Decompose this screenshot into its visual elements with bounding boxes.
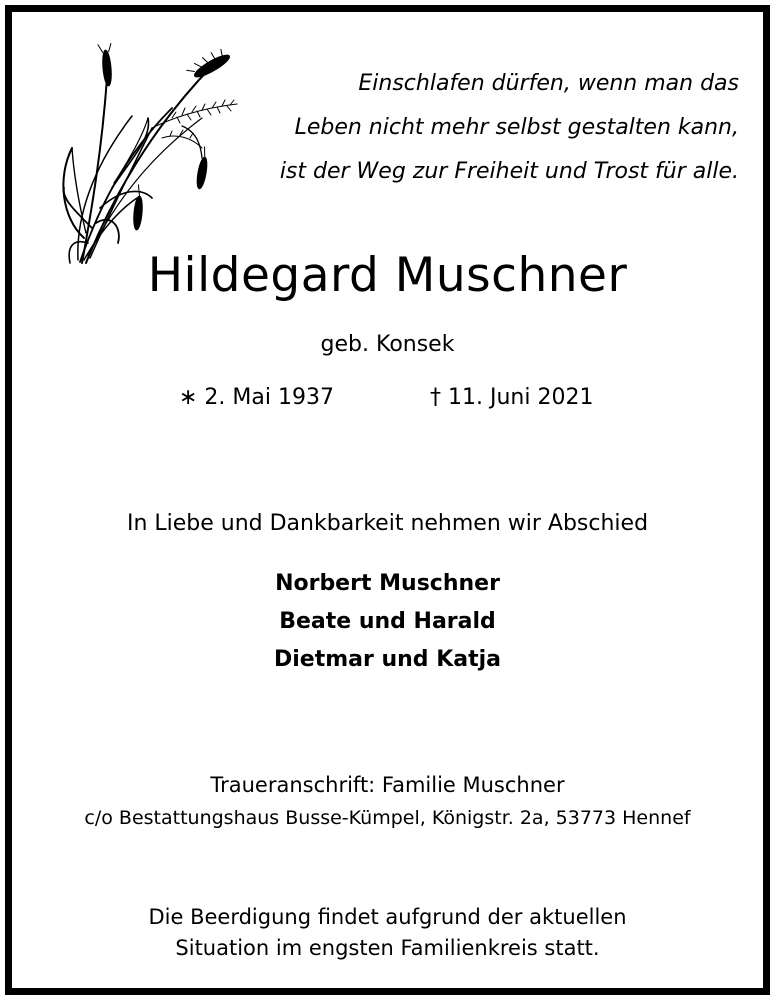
- poem-line: Leben nicht mehr selbst gestalten kann,: [294, 115, 739, 140]
- funeral-note-line: Situation im engsten Familienkreis statt.: [175, 936, 600, 960]
- birth-date: ∗ 2. Mai 1937: [179, 385, 334, 410]
- death-date: † 11. Juni 2021: [430, 385, 594, 410]
- poem-line: Einschlafen dürfen, wenn man das: [358, 71, 739, 96]
- mourning-address: [12, 769, 763, 835]
- mourner-name: Norbert Muschner: [275, 571, 500, 596]
- obituary-notice: [5, 5, 770, 995]
- wheat-sheaf-icon: [52, 38, 242, 268]
- poem: [219, 62, 739, 194]
- poem-line: ist der Weg zur Freiheit und Trost für alle.: [279, 159, 739, 184]
- mourner-name: Dietmar und Katja: [273, 647, 502, 672]
- funeral-note: [12, 902, 763, 964]
- funeral-note-line: Die Beerdigung findet aufgrund der aktuellen: [148, 905, 627, 929]
- farewell-text: In Liebe und Dankbarkeit nehmen wir Abschied: [126, 511, 649, 536]
- maiden-name: geb. Konsek: [320, 332, 455, 357]
- mourner-name: Beate und Harald: [279, 609, 496, 634]
- deceased-name: Hildegard Muschner: [147, 248, 628, 303]
- mourners-list: [12, 565, 763, 679]
- address-line: c/o Bestattungshaus Busse-Kümpel, Königstr. 2a, 53773 Hennef: [84, 807, 691, 829]
- address-line: Traueranschrift: Familie Muschner: [210, 773, 565, 797]
